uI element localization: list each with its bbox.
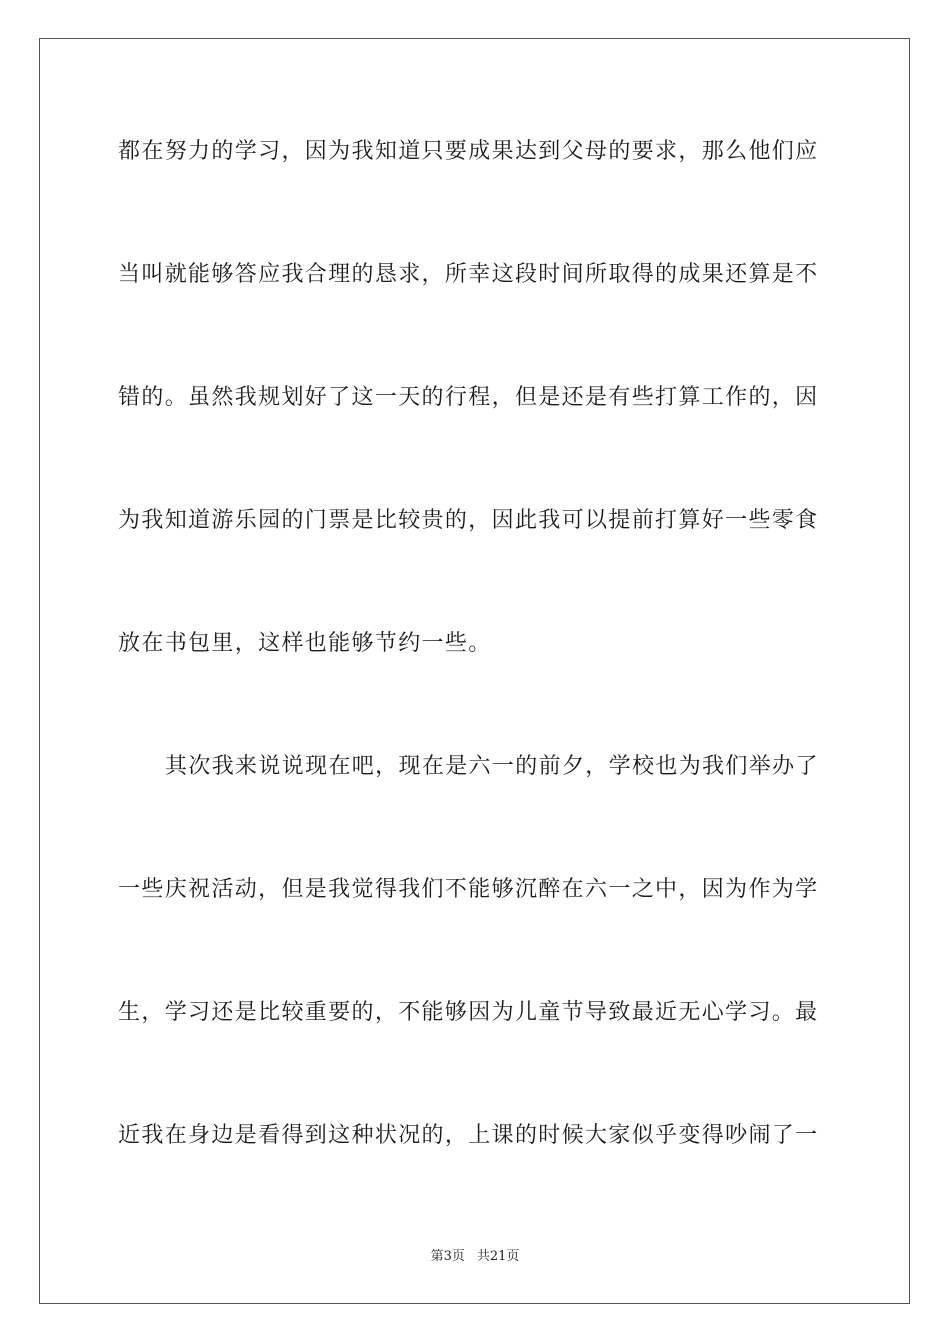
paragraph-line: 其次我来说说现在吧，现在是六一的前夕，学校也为我们举办了 bbox=[165, 754, 819, 779]
paragraph-line: 生，学习还是比较重要的，不能够因为儿童节导致最近无心学习。最 bbox=[118, 1000, 819, 1025]
paragraph-line: 一些庆祝活动，但是我觉得我们不能够沉醉在六一之中，因为作为学 bbox=[118, 877, 819, 902]
page-footer bbox=[0, 1248, 950, 1266]
page-total: 共21页 bbox=[476, 1249, 520, 1264]
page-border bbox=[39, 38, 910, 1304]
paragraph-line: 近我在身边是看得到这种状况的，上课的时候大家似乎变得吵闹了一 bbox=[118, 1123, 819, 1148]
paragraph-line: 为我知道游乐园的门票是比较贵的，因此我可以提前打算好一些零食 bbox=[118, 508, 819, 533]
paragraph-line: 放在书包里，这样也能够节约一些。 bbox=[118, 631, 492, 656]
paragraph-line: 都在努力的学习，因为我知道只要成果达到父母的要求，那么他们应 bbox=[118, 139, 819, 164]
page-number: 第3页 bbox=[430, 1249, 465, 1264]
paragraph-line: 当叫就能够答应我合理的恳求，所幸这段时间所取得的成果还算是不 bbox=[118, 262, 819, 287]
paragraph-line: 错的。虽然我规划好了这一天的行程，但是还是有些打算工作的，因 bbox=[118, 385, 819, 410]
